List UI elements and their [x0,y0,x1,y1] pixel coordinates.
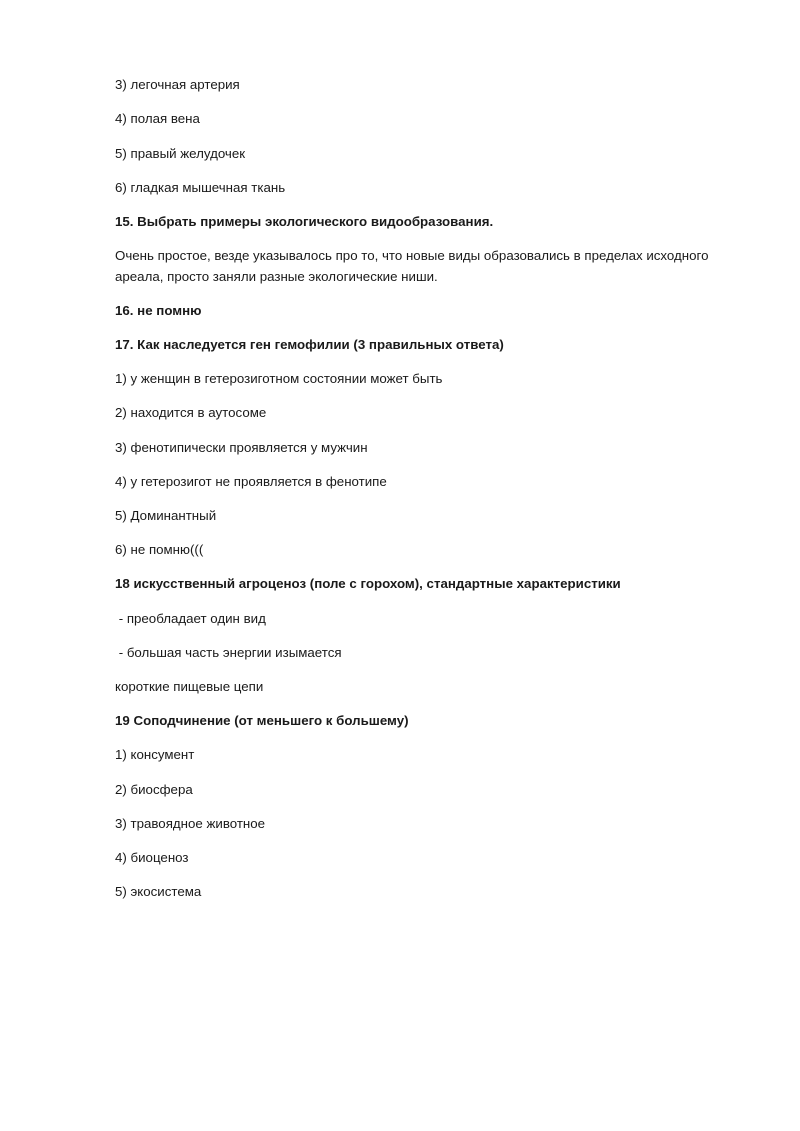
q14-option-6: 6) гладкая мышечная ткань [115,180,286,195]
q17-heading: 17. Как наследуется ген гемофилии (3 правильных ответа) [115,337,504,352]
q19-option-1: 1) консумент [115,747,195,762]
q18-item-2: - большая часть энергии изымается [115,645,342,660]
q17-option-1: 1) у женщин в гетерозиготном состоянии может быть [115,371,443,386]
q19-option-5: 5) экосистема [115,884,202,899]
q16-heading: 16. не помню [115,303,202,318]
q17-option-2: 2) находится в аутосоме [115,405,267,420]
q17-option-4: 4) у гетерозигот не проявляется в фенотипе [115,474,387,489]
q19-heading: 19 Соподчинение (от меньшего к большему) [115,713,409,728]
q19-option-3: 3) травоядное животное [115,816,266,831]
q14-option-4: 4) полая вена [115,111,200,126]
q18-heading: 18 искусственный агроценоз (поле с горохом), стандартные характеристики [115,576,621,591]
q18-item-3: короткие пищевые цепи [115,679,264,694]
q15-paragraph: Очень простое, везде указывалось про то, что новые виды образовались в пределах исходного ареала, просто заняли разные экологические ниши. [115,248,709,284]
q18-item-1: - преобладает один вид [115,611,266,626]
q17-option-3: 3) фенотипически проявляется у мужчин [115,440,368,455]
q17-option-5: 5) Доминантный [115,508,217,523]
q19-option-2: 2) биосфера [115,782,193,797]
q15-heading: 15. Выбрать примеры экологического видообразования. [115,214,494,229]
q17-option-6: 6) не помню((( [115,542,204,557]
q14-option-5: 5) правый желудочек [115,146,246,161]
q19-option-4: 4) биоценоз [115,850,189,865]
q14-option-3: 3) легочная артерия [115,77,240,92]
